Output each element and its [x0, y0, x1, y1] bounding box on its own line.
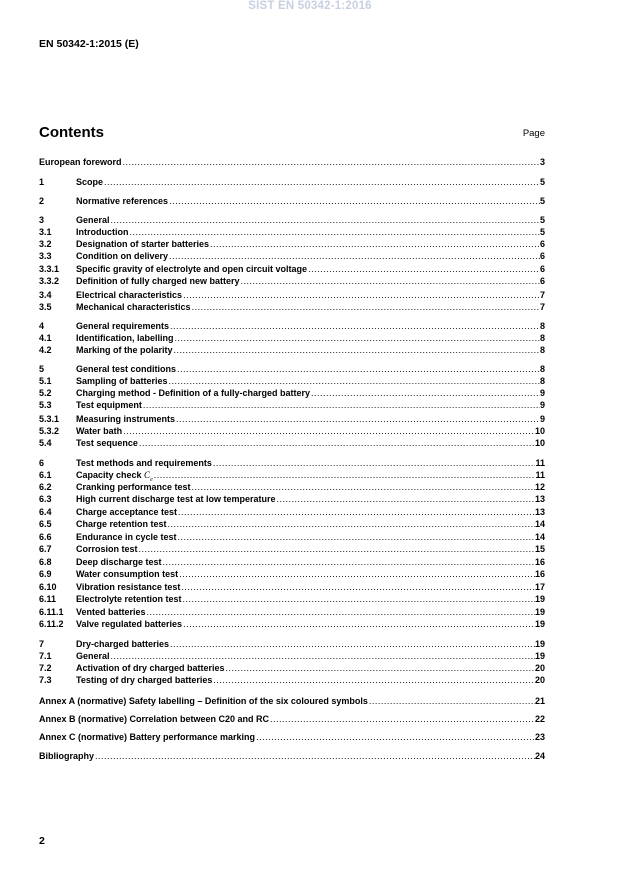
toc-entry-title: [76, 494, 276, 505]
toc-entry-number: 5.3.2: [39, 426, 60, 436]
toc-entry-title: [76, 639, 169, 650]
toc-entry-number: 6.1: [39, 470, 52, 480]
toc-entry-page: 3: [539, 157, 545, 167]
toc-entry-page: 8: [539, 376, 545, 386]
toc-entry[interactable]: [39, 519, 545, 530]
toc-entry-title: [76, 276, 240, 287]
dot-leader: [212, 675, 535, 686]
toc-entry-title-text: Vented batteries: [76, 607, 146, 617]
toc-entry-title-text: Marking of the polarity: [76, 345, 173, 355]
toc-entry-title-text: Test equipment: [76, 400, 142, 410]
toc-entry-number: 6.5: [39, 519, 52, 529]
toc-entry-title-text: General: [76, 215, 110, 225]
toc-entry-page: 5: [539, 227, 545, 237]
toc-entry-number: 3.1: [39, 227, 52, 237]
toc-entry-page: 23: [534, 732, 545, 742]
toc-entry-title: [39, 732, 255, 743]
toc-entry-title: [76, 388, 310, 399]
toc-entry[interactable]: [39, 544, 545, 555]
toc-entry-number: 4: [39, 321, 45, 331]
toc-entry-title: [76, 215, 110, 226]
toc-entry-title: [76, 594, 182, 605]
toc-entry[interactable]: [39, 482, 545, 493]
toc-entry-number: 6.3: [39, 494, 52, 504]
toc-entry-number: 4.2: [39, 345, 52, 355]
toc-entry[interactable]: [39, 264, 545, 275]
toc-entry[interactable]: [39, 507, 545, 518]
toc-entry-number: 6.11: [39, 594, 57, 604]
toc-entry[interactable]: [39, 426, 545, 437]
toc-entry-page: 11: [535, 470, 545, 480]
toc-entry[interactable]: [39, 470, 545, 481]
toc-entry-number: 5.3: [39, 400, 52, 410]
toc-entry-title-text: Scope: [76, 177, 104, 187]
dot-leader: [110, 215, 540, 226]
toc-entry-title-text: Electrical characteristics: [76, 290, 183, 300]
toc-entry-number: 3.3.2: [39, 276, 60, 286]
toc-entry-number: 5.3.1: [39, 414, 60, 424]
toc-entry-page: 7: [539, 290, 545, 300]
toc-entry-number: 1: [39, 177, 45, 187]
toc-entry[interactable]: [39, 251, 545, 262]
dot-leader: [173, 345, 540, 356]
toc-entry-title-text: Bibliography: [39, 751, 95, 761]
toc-entry-title-text: Cranking performance test: [76, 482, 191, 492]
toc-entry-title-text: High current discharge test at low temperature: [76, 494, 276, 504]
dot-leader: [138, 544, 535, 555]
dot-leader: [162, 557, 535, 568]
toc-entry-page: 16: [534, 569, 545, 579]
toc-entry-title: [39, 696, 368, 707]
toc-entry[interactable]: [39, 732, 545, 743]
capacity-symbol-subscript: e: [150, 476, 153, 483]
toc-entry[interactable]: [39, 438, 545, 449]
toc-entry-page: 13: [534, 494, 545, 504]
toc-entry-title-text: Capacity check: [76, 470, 145, 480]
toc-entry-title: [76, 675, 212, 686]
dot-leader: [177, 507, 535, 518]
toc-entry-page: 22: [534, 714, 545, 724]
toc-entry-number: 6: [39, 458, 45, 468]
toc-entry[interactable]: [39, 157, 545, 168]
toc-entry[interactable]: [39, 651, 545, 662]
toc-entry[interactable]: [39, 557, 545, 568]
toc-entry-page: 7: [539, 302, 545, 312]
toc-entry-page: 8: [539, 321, 545, 331]
toc-entry-title-text: Test sequence: [76, 438, 138, 448]
toc-entry-title-text: Charging method - Definition of a fully-charged battery: [76, 388, 311, 398]
toc-entry-page: 19: [534, 619, 545, 629]
toc-entry-title: [76, 414, 175, 425]
toc-entry[interactable]: [39, 675, 545, 686]
toc-entry-number: 7.2: [39, 663, 52, 673]
toc-entry-title: [76, 544, 138, 555]
toc-entry[interactable]: [39, 607, 545, 618]
toc-entry[interactable]: [39, 619, 545, 630]
toc-entry-page: 12: [534, 482, 545, 492]
toc-entry-title: [76, 532, 177, 543]
dot-leader: [182, 619, 535, 630]
toc-entry-page: 24: [534, 751, 545, 761]
dot-leader: [146, 607, 535, 618]
toc-entry[interactable]: [39, 532, 545, 543]
toc-entry-title: [76, 196, 168, 207]
toc-entry-number: 6.11.2: [39, 619, 64, 629]
toc-entry-number: 6.4: [39, 507, 52, 517]
toc-entry-title-text: Annex B (normative) Correlation between C20 and RC: [39, 714, 270, 724]
toc-entry-title: [76, 345, 173, 356]
toc-entry-title: [39, 751, 94, 762]
toc-entry-page: 16: [534, 557, 545, 567]
toc-entry-title-text: General: [76, 651, 110, 661]
toc-entry[interactable]: [39, 227, 545, 238]
toc-entry-number: 7.3: [39, 675, 52, 685]
toc-entry-title: [39, 157, 122, 168]
dot-leader: [122, 157, 540, 168]
toc-entry[interactable]: [39, 639, 545, 650]
dot-leader: [110, 651, 535, 662]
dot-leader: [191, 302, 540, 313]
document-id: EN 50342-1:2015 (E): [39, 38, 139, 50]
toc-entry-title-text: Corrosion test: [76, 544, 138, 554]
toc-entry-page: 9: [539, 414, 545, 424]
toc-entry[interactable]: [39, 494, 545, 505]
toc-entry-title: [76, 438, 138, 449]
toc-entry-title: [76, 557, 162, 568]
toc-entry-page: 9: [539, 400, 545, 410]
dot-leader: [129, 227, 540, 238]
toc-entry-number: 4.1: [39, 333, 52, 343]
toc-entry-title: [76, 569, 178, 580]
toc-entry-page: 20: [534, 663, 545, 673]
toc-entry-title-text: Condition on delivery: [76, 251, 169, 261]
toc-entry-title: [76, 227, 129, 238]
toc-entry[interactable]: [39, 321, 545, 332]
dot-leader: [168, 376, 540, 387]
toc-entry[interactable]: [39, 663, 545, 674]
toc-entry-page: 14: [534, 532, 545, 542]
toc-entry-title-text: Charge retention test: [76, 519, 167, 529]
toc-entry-title: [76, 302, 191, 313]
toc-entry-title: [76, 376, 168, 387]
toc-entry-number: 3.2: [39, 239, 52, 249]
toc-entry-title: [76, 239, 209, 250]
dot-leader: [212, 458, 536, 469]
dot-leader: [168, 251, 540, 262]
toc-entry-page: 19: [534, 594, 545, 604]
toc-entry-number: 3.3: [39, 251, 52, 261]
toc-entry[interactable]: [39, 582, 545, 593]
dot-leader: [269, 714, 535, 725]
toc-entry-page: 17: [534, 582, 545, 592]
toc-entry-page: 8: [539, 345, 545, 355]
toc-entry-title-text: Measuring instruments: [76, 414, 176, 424]
toc-entry[interactable]: [39, 215, 545, 226]
toc-entry-title: [76, 507, 177, 518]
dot-leader: [310, 388, 540, 399]
contents-heading: Contents: [39, 124, 104, 141]
toc-entry-page: 19: [534, 639, 545, 649]
toc-entry-title: [76, 400, 142, 411]
toc-entry-number: 6.11.1: [39, 607, 64, 617]
dot-leader: [174, 333, 540, 344]
dot-leader: [168, 196, 540, 207]
page-number: 2: [39, 835, 45, 847]
toc-entry-number: 7.1: [39, 651, 52, 661]
dot-leader: [122, 426, 535, 437]
toc-entry-title-text: Water bath: [76, 426, 123, 436]
toc-entry-title-text: Sampling of batteries: [76, 376, 168, 386]
toc-entry[interactable]: [39, 696, 545, 707]
toc-entry-page: 11: [535, 458, 545, 468]
toc-entry-title: [76, 364, 176, 375]
toc-entry-number: 5.2: [39, 388, 52, 398]
toc-entry-title-text: General test conditions: [76, 364, 177, 374]
toc-entry-number: 3.3.1: [39, 264, 60, 274]
toc-entry-page: 5: [539, 196, 545, 206]
dot-leader: [169, 321, 540, 332]
toc-entry-title-text: Annex A (normative) Safety labelling – Definition of the six coloured symbols: [39, 696, 368, 706]
toc-entry-number: 3.4: [39, 290, 52, 300]
dot-leader: [177, 532, 535, 543]
toc-entry-title-text: Water consumption test: [76, 569, 179, 579]
toc-entry-title: [76, 177, 103, 188]
toc-entry-page: 6: [539, 239, 545, 249]
dot-leader: [153, 470, 536, 481]
toc-entry[interactable]: [39, 376, 545, 387]
toc-entry-page: 19: [534, 607, 545, 617]
toc-entry-number: 5.4: [39, 438, 52, 448]
watermark: SIST EN 50342-1:2016: [248, 0, 372, 12]
toc-entry-number: 5: [39, 364, 45, 374]
toc-entry-title-text: Activation of dry charged batteries: [76, 663, 225, 673]
toc-entry-title: [76, 251, 168, 262]
toc-entry-title-text: Normative references: [76, 196, 169, 206]
toc-entry-title-text: Specific gravity of electrolyte and open circuit voltage: [76, 264, 308, 274]
toc-entry-title-text: Mechanical characteristics: [76, 302, 191, 312]
toc-entry-title-text: European foreword: [39, 157, 122, 167]
dot-leader: [142, 400, 540, 411]
toc-entry-number: 2: [39, 196, 45, 206]
toc-entry[interactable]: [39, 290, 545, 301]
toc-entry-page: 6: [539, 276, 545, 286]
toc-entry-title-text: Vibration resistance test: [76, 582, 181, 592]
toc-entry-title: [76, 264, 307, 275]
dot-leader: [368, 696, 535, 707]
dot-leader: [180, 582, 535, 593]
toc-entry-page: 19: [534, 651, 545, 661]
toc-entry-number: 7: [39, 639, 45, 649]
toc-entry-title-text: Testing of dry charged batteries: [76, 675, 213, 685]
toc-entry[interactable]: [39, 177, 545, 188]
toc-entry-number: 3.5: [39, 302, 52, 312]
toc-entry-title-text: Dry-charged batteries: [76, 639, 170, 649]
toc-entry-title-text: Charge acceptance test: [76, 507, 178, 517]
toc-entry[interactable]: [39, 751, 545, 762]
dot-leader: [182, 290, 540, 301]
toc-entry-page: 8: [539, 333, 545, 343]
toc-entry-title: [76, 663, 225, 674]
toc-entry-title: [76, 321, 169, 332]
toc-entry-title-text: Designation of starter batteries: [76, 239, 210, 249]
dot-leader: [182, 594, 535, 605]
toc-entry[interactable]: [39, 714, 545, 725]
toc-entry-number: 5.1: [39, 376, 52, 386]
toc-entry-title-text: Deep discharge test: [76, 557, 162, 567]
toc-entry-number: 6.6: [39, 532, 52, 542]
toc-entry[interactable]: [39, 302, 545, 313]
toc-entry-title: [76, 290, 182, 301]
dot-leader: [225, 663, 535, 674]
dot-leader: [103, 177, 540, 188]
page-column-label: Page: [522, 128, 545, 139]
dot-leader: [175, 414, 540, 425]
dot-leader: [209, 239, 540, 250]
toc-entry-title: [76, 607, 146, 618]
toc-entry[interactable]: [39, 400, 545, 411]
toc-entry-page: 10: [534, 426, 545, 436]
toc-entry-title-text: Definition of fully charged new battery: [76, 276, 240, 286]
toc-entry[interactable]: [39, 196, 545, 207]
toc-entry-number: 3: [39, 215, 45, 225]
toc-entry[interactable]: [39, 345, 545, 356]
dot-leader: [307, 264, 540, 275]
toc-entry[interactable]: [39, 569, 545, 580]
toc-entry[interactable]: [39, 239, 545, 250]
toc-entry-page: 6: [539, 264, 545, 274]
toc-entry-number: 6.10: [39, 582, 57, 592]
toc-entry-page: 8: [539, 364, 545, 374]
toc-entry[interactable]: [39, 364, 545, 375]
toc-entry-title-text: Introduction: [76, 227, 129, 237]
toc-entry-page: 21: [534, 696, 545, 706]
capacity-symbol: C: [144, 470, 151, 480]
toc-entry-title-text: Test methods and requirements: [76, 458, 212, 468]
toc-entry-title: [76, 482, 191, 493]
toc-entry-page: 14: [534, 519, 545, 529]
dot-leader: [169, 639, 535, 650]
toc-entry-title-text: Valve regulated batteries: [76, 619, 183, 629]
toc-entry-page: 9: [539, 388, 545, 398]
toc-entry-title: [76, 582, 180, 593]
toc-entry-number: 6.2: [39, 482, 52, 492]
toc-entry-title-text: Annex C (normative) Battery performance marking: [39, 732, 256, 742]
toc-entry-page: 5: [539, 177, 545, 187]
toc-entry-title: [76, 519, 167, 530]
dot-leader: [176, 364, 540, 375]
dot-leader: [240, 276, 540, 287]
dot-leader: [138, 438, 535, 449]
dot-leader: [167, 519, 535, 530]
toc-entry[interactable]: [39, 594, 545, 605]
toc-entry-title: [39, 714, 269, 725]
toc-entry-title: [76, 458, 212, 469]
toc-entry-page: 6: [539, 251, 545, 261]
toc-entry-page: 13: [534, 507, 545, 517]
toc-entry-title: [76, 619, 182, 630]
toc-entry-title-text: Electrolyte retention test: [76, 594, 182, 604]
toc-entry[interactable]: [39, 458, 545, 469]
toc-entry-title-text: General requirements: [76, 321, 170, 331]
toc-entry-title-text: Identification, labelling: [76, 333, 174, 343]
toc-entry-title: [76, 426, 122, 437]
toc-entry-title: [76, 651, 110, 662]
toc-entry[interactable]: [39, 414, 545, 425]
dot-leader: [276, 494, 535, 505]
toc-entry-page: 10: [534, 438, 545, 448]
toc-entry-page: 15: [534, 544, 545, 554]
toc-entry-page: 20: [534, 675, 545, 685]
toc-entry-number: 6.9: [39, 569, 52, 579]
toc-entry-title: [76, 333, 174, 344]
toc-entry[interactable]: [39, 276, 545, 287]
toc-entry[interactable]: [39, 388, 545, 399]
toc-entry-number: 6.8: [39, 557, 52, 567]
dot-leader: [94, 751, 535, 762]
toc-entry-page: 5: [539, 215, 545, 225]
toc-entry-number: 6.7: [39, 544, 52, 554]
toc-entry-title-text: Endurance in cycle test: [76, 532, 177, 542]
toc-entry[interactable]: [39, 333, 545, 344]
dot-leader: [255, 732, 535, 743]
dot-leader: [178, 569, 535, 580]
dot-leader: [191, 482, 535, 493]
